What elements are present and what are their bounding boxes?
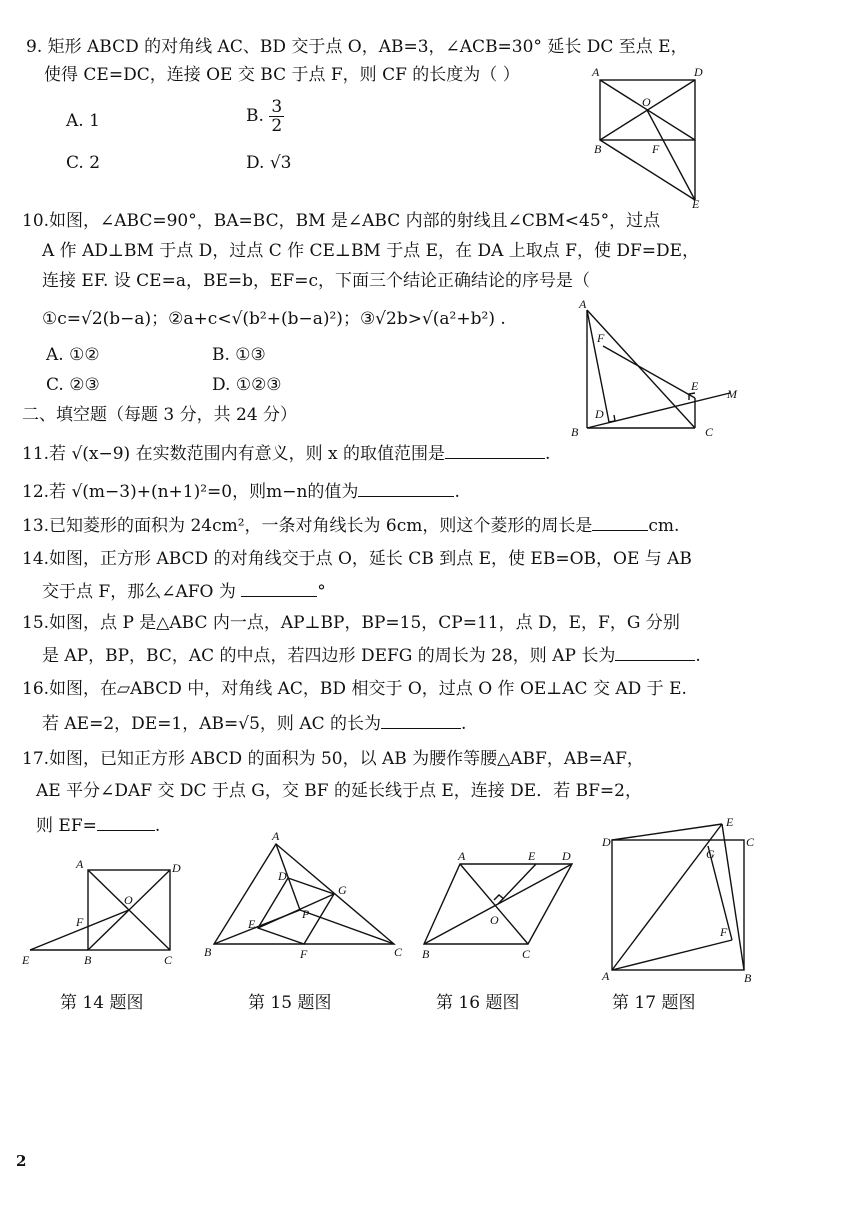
- fig14-label-c: C: [164, 953, 173, 967]
- q14-answer-blank[interactable]: [241, 580, 317, 597]
- q10-line1: 10.如图，∠ABC=90°，BA=BC，BM 是∠ABC 内部的射线且∠CBM<45°，过点: [22, 211, 661, 231]
- q9-line1: 9. 矩形 ABCD 的对角线 AC、BD 交于点 O，AB=3，∠ACB=30° 延长 DC 至点 E，: [26, 37, 688, 57]
- fig17-caption: 第 17 题图: [612, 993, 696, 1013]
- fig14-label-a: A: [76, 857, 84, 871]
- q10-option-d: D. ①②③: [212, 375, 282, 395]
- fig14-label-b: B: [84, 953, 92, 967]
- fig14-label-o: O: [124, 893, 133, 907]
- q14-end: °: [317, 582, 326, 602]
- q10-label-a: A: [579, 297, 587, 311]
- fig16: [418, 848, 588, 968]
- fig16-label-a: A: [458, 849, 466, 863]
- q16-line2: [42, 712, 466, 735]
- q12-text: 12.若 √(m−3)+(n+1)²=0，则m−n的值为: [22, 482, 359, 502]
- q15-end: .: [695, 646, 701, 666]
- q12: [22, 480, 460, 503]
- q14-line2: [42, 580, 326, 603]
- fig17-label-b: B: [744, 971, 752, 985]
- fig14: [20, 858, 190, 968]
- fig15-label-e: E: [248, 917, 256, 931]
- q17-end: .: [154, 816, 161, 836]
- fig17-label-a: A: [602, 969, 610, 983]
- q13: [22, 514, 679, 537]
- q9-option-b-label: B.: [246, 106, 264, 126]
- q11-end: .: [544, 444, 551, 464]
- fig17-label-c: C: [746, 835, 755, 849]
- fig16-label-d: D: [562, 849, 571, 863]
- q16-text: 若 AE=2，DE=1，AB=√5，则 AC 的长为: [42, 714, 382, 734]
- fig16-caption: 第 16 题图: [436, 993, 520, 1013]
- q14-line1: 14.如图，正方形 ABCD 的对角线交于点 O，延长 CB 到点 E，使 EB=OB，OE 与 AB: [22, 549, 692, 569]
- q17-line2: AE 平分∠DAF 交 DC 于点 G，交 BF 的延长线于点 E，连接 DE．若 BF=2，: [36, 781, 642, 801]
- q11: [22, 442, 550, 465]
- fig17: [598, 815, 768, 985]
- fig15-label-c: C: [394, 945, 403, 959]
- fig16-label-o: O: [490, 913, 499, 927]
- q13-answer-blank[interactable]: [592, 514, 648, 531]
- q10-label-b: B: [571, 425, 579, 439]
- q10-line4: ①c=√2(b−a)；②a+c<√(b²+(b−a)²)；③√2b>√(a²+b²) .: [42, 309, 506, 329]
- q17-line3: [36, 814, 160, 837]
- q10-label-c: C: [705, 425, 714, 439]
- q15-line1: 15.如图，点 P 是△ABC 内一点，AP⊥BP，BP=15，CP=11，点 D，E，F，G 分别: [22, 613, 680, 633]
- fig14-caption: 第 14 题图: [60, 993, 144, 1013]
- q9-label-e: E: [692, 197, 700, 211]
- q12-end: .: [454, 482, 460, 502]
- q9-label-o: O: [642, 95, 651, 109]
- fig15-label-g: G: [338, 883, 347, 897]
- q15-text: 是 AP，BP，BC，AC 的中点，若四边形 DEFG 的周长为 28，则 AP 长为: [42, 646, 616, 666]
- fig15: [200, 829, 410, 968]
- q13-text: 13.已知菱形的面积为 24cm²，一条对角线长为 6cm，则这个菱形的周长是: [22, 516, 593, 536]
- fig14-label-f: F: [76, 915, 84, 929]
- q9-label-f: F: [652, 142, 660, 156]
- q9-option-a: A. 1: [66, 111, 100, 131]
- fig17-label-f: F: [720, 925, 728, 939]
- fig14-label-e: E: [22, 953, 30, 967]
- q14-text: 交于点 F，那么∠AFO 为: [42, 582, 236, 602]
- q10-line2: A 作 AD⊥BM 于点 D，过点 C 作 CE⊥BM 于点 E，在 DA 上取点 F，使 DF=DE，: [42, 241, 700, 261]
- q10-label-m: M: [727, 387, 737, 401]
- q9-option-b-fraction: [269, 98, 284, 135]
- q9-label-d: D: [694, 65, 703, 79]
- q10-option-b: B. ①③: [212, 345, 266, 365]
- fig16-label-b: B: [422, 947, 430, 961]
- q9-b-numerator: 3: [271, 97, 283, 117]
- q16-answer-blank[interactable]: [381, 712, 461, 729]
- page-number: 2: [16, 1152, 27, 1170]
- q13-end: cm.: [648, 516, 680, 536]
- q15-line2: [42, 644, 701, 667]
- q10-label-d: D: [595, 407, 604, 421]
- q9-option-b: [246, 98, 284, 135]
- fig16-label-c: C: [522, 947, 531, 961]
- q17-answer-blank[interactable]: [97, 814, 155, 831]
- fig15-label-d: D: [278, 869, 287, 883]
- q12-answer-blank[interactable]: [358, 480, 454, 497]
- q11-text: 11.若 √(x−9) 在实数范围内有意义，则 x 的取值范围是: [22, 444, 445, 464]
- q9-label-a: A: [592, 65, 600, 79]
- fig15-label-a: A: [272, 829, 280, 843]
- fig15-label-b: B: [204, 945, 212, 959]
- q9-line2: 使得 CE=DC，连接 OE 交 BC 于点 F，则 CF 的长度为（ ）: [44, 65, 520, 85]
- section2-title: 二、填空题（每题 3 分，共 24 分）: [22, 405, 298, 425]
- fig15-label-p: P: [302, 907, 310, 921]
- q16-line1: 16.如图，在▱ABCD 中，对角线 AC，BD 相交于 O，过点 O 作 OE⊥AC 交 AD 于 E.: [22, 679, 687, 699]
- q9-figure: [590, 60, 720, 210]
- q16-end: .: [461, 714, 467, 734]
- q17-line1: 17.如图，已知正方形 ABCD 的面积为 50，以 AB 为腰作等腰△ABF，AB=AF，: [22, 749, 644, 769]
- q9-option-c: C. 2: [66, 153, 101, 173]
- q10-option-a: A. ①②: [46, 345, 100, 365]
- fig15-caption: 第 15 题图: [248, 993, 332, 1013]
- q10-label-e: E: [691, 379, 699, 393]
- q10-option-c: C. ②③: [46, 375, 100, 395]
- fig17-label-d: D: [602, 835, 611, 849]
- fig14-label-d: D: [172, 861, 181, 875]
- q10-label-f: F: [597, 331, 605, 345]
- q9-label-b: B: [594, 142, 602, 156]
- fig17-label-g: G: [706, 847, 715, 861]
- q10-figure: [565, 298, 755, 443]
- q9-b-denominator: 2: [271, 116, 283, 136]
- q10-line3: 连接 EF. 设 CE=a，BE=b，EF=c，下面三个结论正确结论的序号是（: [42, 271, 590, 291]
- fig15-label-f: F: [300, 947, 308, 961]
- q9-option-d: D. √3: [246, 153, 292, 173]
- q15-answer-blank[interactable]: [615, 644, 695, 661]
- fig16-label-e: E: [528, 849, 536, 863]
- q11-answer-blank[interactable]: [445, 442, 545, 459]
- q17-text: 则 EF=: [36, 816, 97, 836]
- fig17-label-e: E: [726, 815, 734, 829]
